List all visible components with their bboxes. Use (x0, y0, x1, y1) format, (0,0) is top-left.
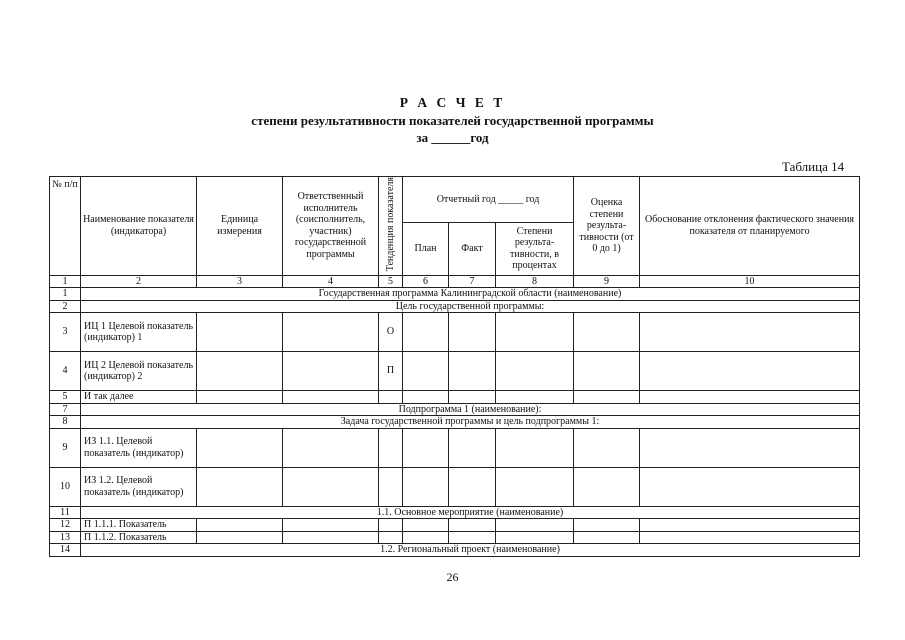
cell-degree (496, 531, 574, 544)
row-number: 11 (50, 506, 81, 519)
table-body (50, 288, 860, 557)
cell-trend: П (379, 352, 403, 391)
cell-justification (640, 428, 860, 467)
cell-fact (449, 428, 496, 467)
row-number: 3 (50, 313, 81, 352)
indicator-name: ИЦ 2 Целевой показатель (индикатор) 2 (81, 352, 197, 391)
header-assessment: Оценка степени результа-тивности (от 0 до 1) (574, 177, 640, 276)
results-table (49, 176, 860, 557)
cell-trend (379, 391, 403, 404)
col-number: 7 (449, 275, 496, 288)
column-numbers-row (50, 275, 860, 288)
cell-plan (403, 391, 449, 404)
cell-justification (640, 313, 860, 352)
cell-fact (449, 519, 496, 532)
header-fact: Факт (449, 223, 496, 276)
cell-trend (379, 531, 403, 544)
cell-responsible (283, 391, 379, 404)
page-number: 26 (446, 570, 459, 584)
cell-responsible (283, 428, 379, 467)
cell-degree (496, 391, 574, 404)
col-number: 6 (403, 275, 449, 288)
table-row (50, 403, 860, 416)
header-plan: План (403, 223, 449, 276)
cell-trend (379, 519, 403, 532)
col-number: 3 (197, 275, 283, 288)
table-row (50, 313, 860, 352)
cell-assessment (574, 313, 640, 352)
cell-justification (640, 352, 860, 391)
cell-degree (496, 428, 574, 467)
indicator-name: П 1.1.2. Показатель (81, 531, 197, 544)
indicator-name: ИЗ 1.1. Целевой показатель (индикатор) (81, 428, 197, 467)
table-row (50, 544, 860, 557)
table-label: Таблица 14 (782, 159, 845, 174)
table-row (50, 416, 860, 429)
row-number: 12 (50, 519, 81, 532)
section-label: 1.1. Основное мероприятие (наименование) (81, 506, 860, 519)
header-justification: Обоснование отклонения фактического значения показателя от планируемого (640, 177, 860, 276)
header-num: № п/п (50, 177, 81, 276)
section-label: Подпрограмма 1 (наименование): (81, 403, 860, 416)
cell-trend: О (379, 313, 403, 352)
header-responsible: Ответственный исполнитель (соисполнитель, участник) государственной программы (283, 177, 379, 276)
document-title: Р А С Ч Е Т (399, 95, 506, 110)
cell-unit (197, 313, 283, 352)
cell-responsible (283, 519, 379, 532)
indicator-name: И так далее (81, 391, 197, 404)
cell-unit (197, 391, 283, 404)
table-row (50, 506, 860, 519)
cell-fact (449, 391, 496, 404)
table-row (50, 352, 860, 391)
table-row (50, 300, 860, 313)
table-row (50, 519, 860, 532)
row-number: 4 (50, 352, 81, 391)
cell-unit (197, 467, 283, 506)
row-number: 9 (50, 428, 81, 467)
cell-plan (403, 519, 449, 532)
cell-plan (403, 313, 449, 352)
cell-plan (403, 467, 449, 506)
col-number: 10 (640, 275, 860, 288)
cell-assessment (574, 428, 640, 467)
cell-justification (640, 467, 860, 506)
indicator-name: ИЗ 1.2. Целевой показатель (индикатор) (81, 467, 197, 506)
cell-plan (403, 428, 449, 467)
cell-fact (449, 531, 496, 544)
cell-degree (496, 519, 574, 532)
col-number: 9 (574, 275, 640, 288)
table-row (50, 288, 860, 301)
cell-unit (197, 531, 283, 544)
col-number: 1 (50, 275, 81, 288)
col-number: 2 (81, 275, 197, 288)
row-number: 1 (50, 288, 81, 301)
row-number: 14 (50, 544, 81, 557)
table-row (50, 391, 860, 404)
section-label: Задача государственной программы и цель подпрограммы 1: (81, 416, 860, 429)
section-label: Государственная программа Калининградской области (наименование) (81, 288, 860, 301)
cell-degree (496, 467, 574, 506)
cell-responsible (283, 467, 379, 506)
cell-plan (403, 352, 449, 391)
row-number: 2 (50, 300, 81, 313)
table-row (50, 428, 860, 467)
table-header (50, 177, 860, 288)
cell-fact (449, 313, 496, 352)
header-trend (379, 177, 403, 276)
cell-assessment (574, 391, 640, 404)
cell-trend (379, 467, 403, 506)
cell-responsible (283, 531, 379, 544)
section-label: Цель государственной программы: (81, 300, 860, 313)
row-number: 7 (50, 403, 81, 416)
indicator-name: П 1.1.1. Показатель (81, 519, 197, 532)
row-number: 13 (50, 531, 81, 544)
row-number: 8 (50, 416, 81, 429)
document-subtitle: степени результативности показателей государственной программы (251, 113, 654, 128)
col-number: 8 (496, 275, 574, 288)
col-number: 5 (379, 275, 403, 288)
cell-assessment (574, 352, 640, 391)
cell-fact (449, 467, 496, 506)
cell-justification (640, 531, 860, 544)
indicator-name: ИЦ 1 Целевой показатель (индикатор) 1 (81, 313, 197, 352)
header-unit: Единица измерения (197, 177, 283, 276)
section-label: 1.2. Региональный проект (наименование) (81, 544, 860, 557)
cell-trend (379, 428, 403, 467)
document-year-line: за ______год (416, 130, 489, 145)
cell-degree (496, 352, 574, 391)
cell-assessment (574, 467, 640, 506)
row-number: 5 (50, 391, 81, 404)
header-degree: Степени результа-тивности, в процентах (496, 223, 574, 276)
col-number: 4 (283, 275, 379, 288)
table-row (50, 467, 860, 506)
cell-justification (640, 391, 860, 404)
cell-assessment (574, 531, 640, 544)
cell-unit (197, 519, 283, 532)
cell-unit (197, 428, 283, 467)
cell-assessment (574, 519, 640, 532)
header-trend-text: Тенденция показателя (384, 177, 396, 272)
cell-justification (640, 519, 860, 532)
cell-degree (496, 313, 574, 352)
header-report-year: Отчетный год _____ год (403, 177, 574, 223)
cell-plan (403, 531, 449, 544)
header-name: Наименование показателя (индикатора) (81, 177, 197, 276)
table-row (50, 531, 860, 544)
row-number: 10 (50, 467, 81, 506)
cell-unit (197, 352, 283, 391)
cell-responsible (283, 313, 379, 352)
cell-responsible (283, 352, 379, 391)
cell-fact (449, 352, 496, 391)
